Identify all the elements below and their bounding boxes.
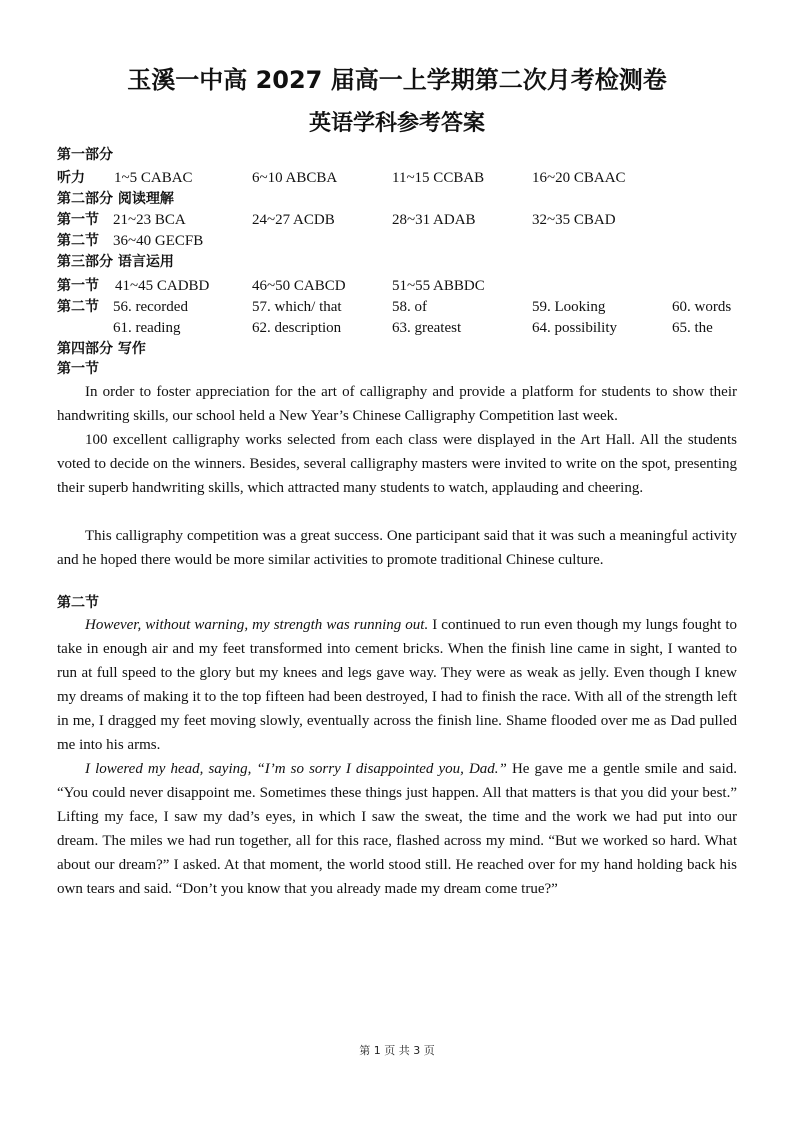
answer-group: 11~15 CCBAB [392,170,485,186]
blank-answer: 62. description [252,320,342,336]
answer-group: 24~27 ACDB [252,212,335,228]
part1-heading: 第一部分 [57,147,113,163]
answer-group: 6~10 ABCBA [252,170,338,186]
story-lead-sentence: I lowered my head, saying, “I’m so sorry I disappointed you, Dad.” [85,761,507,777]
part2-heading: 第二部分 阅读理解 [57,191,174,207]
blank-answer: 57. which/ that [252,299,342,315]
story-text: I continued to run even though my lungs fought to take in enough air and my feet transformed into cement bricks. When the finish line came in sight, I wanted to run at full speed to the glory but my knees and legs gave way. They were as weak as jelly. Even though I knew my dreams of making it to the top fifteen had been destroyed, I had to finish the race. With all of the strength left in me, I dragged my feet moving slowly, eventually across the finish line. Shame flooded over me as Dad pulled me into his arms. [57,617,737,753]
section-label: 第二节 [57,233,99,249]
answer-group: 21~23 BCA [113,212,186,228]
story-text: He gave me a gentle smile and said. “You could never disappoint me. Sometimes these things just happen. All that matters is that you did your best.” Lifting my face, I saw my dad’s eyes, in which I saw the sweat, the time and the work we had put into our dream. The miles we had run together, all for this race, flashed across my mind. “But we worked so hard. What about our dream?” I asked. At that moment, the world stood still. He reached over for my hand holding back his own tears and said. “Don’t you know that you already made my dream come true?” [57,761,737,897]
blank-answer: 63. greatest [392,320,462,336]
answer-group: 1~5 CABAC [114,170,193,186]
document-title: 玉溪一中高 2027 届高一上学期第二次月考检测卷 [127,66,667,94]
answer-group: 51~55 ABBDC [392,278,485,294]
part4-heading: 第四部分 写作 [57,341,146,357]
answer-group: 36~40 GECFB [113,233,204,249]
part3-heading: 第三部分 语言运用 [57,254,174,270]
page-number: 第 1 页 共 3 页 [359,1044,435,1057]
blank-answer: 58. of [392,299,427,315]
essay-paragraph: In order to foster appreciation for the art of calligraphy and provide a platform for students to show their handwriting skills, our school held a New Year’s Chinese Calligraphy Competition last week. [57,384,737,424]
answer-group: 46~50 CABCD [252,278,346,294]
blank-answer: 56. recorded [113,299,188,315]
answer-group: 32~35 CBAD [532,212,616,228]
answer-group: 28~31 ADAB [392,212,476,228]
story-lead-sentence: However, without warning, my strength was running out. [85,617,429,633]
blank-answer: 59. Looking [532,299,606,315]
section-label: 第一节 [57,361,99,377]
section-label: 第二节 [57,595,99,611]
blank-answer: 64. possibility [532,320,618,336]
blank-answer: 65. the [672,320,713,336]
answer-group: 16~20 CBAAC [532,170,626,186]
section-label: 第一节 [57,212,99,228]
blank-answer: 61. reading [113,320,181,336]
document-subtitle: 英语学科参考答案 [308,111,485,136]
answer-group: 41~45 CADBD [115,278,210,294]
story-paragraph [57,757,737,901]
story-paragraph [57,613,737,757]
section-label: 第二节 [57,299,99,315]
essay-paragraph: This calligraphy competition was a great success. One participant said that it was such a meaningful activity and he hoped there would be more similar activities to promote traditional Chinese culture. [57,528,737,568]
listening-label: 听力 [57,170,85,186]
blank-answer: 60. words [672,299,732,315]
section-label: 第一节 [57,278,99,294]
essay-paragraph: 100 excellent calligraphy works selected from each class were displayed in the Art Hall. All the students voted to decide on the winners. Besides, several calligraphy masters were invited to write on the spot, presenting their superb handwriting skills, which attracted many students to watch, applauding and cheering. [57,432,737,496]
